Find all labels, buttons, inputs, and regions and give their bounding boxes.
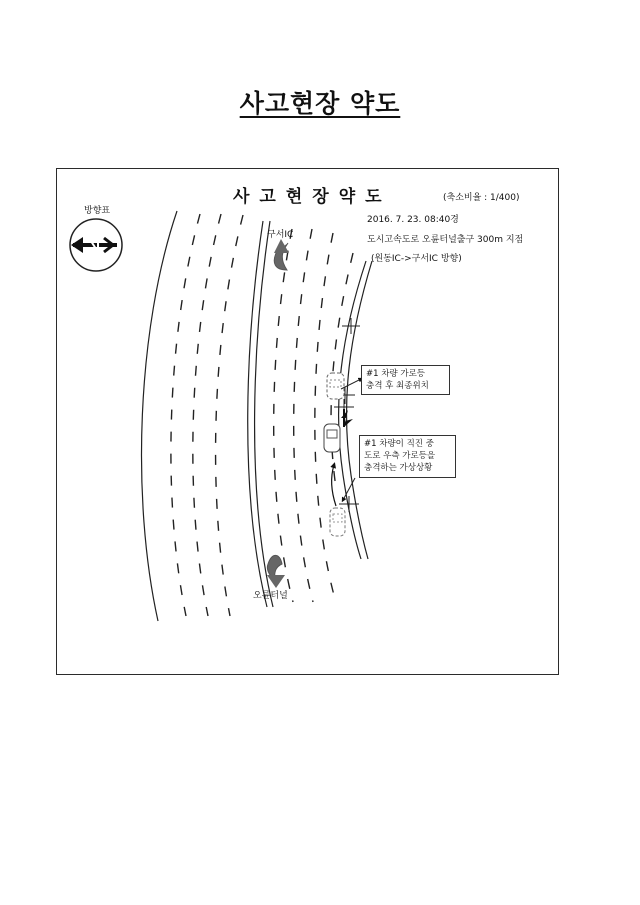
sketch-title: 사고현장약도 <box>233 187 392 207</box>
vehicle-hypothetical-position-icon <box>330 508 345 536</box>
vehicle-final-position-icon <box>327 373 344 399</box>
place-label-top: 구서IC <box>267 230 294 240</box>
callout-line: 도로 우측 가로등을 <box>364 451 436 461</box>
accident-location: 도시고속도로 오륜터널출구 300m 지점 <box>367 235 524 245</box>
scale-ratio: (축소비율 : 1/400) <box>443 193 520 203</box>
accident-sketch-frame <box>56 168 559 675</box>
lane-dash-lines <box>171 214 353 616</box>
callout-line: #1 차량이 직진 중 <box>364 439 434 449</box>
direction-arrow-bottom <box>267 555 285 588</box>
road-edge-lines <box>141 211 372 621</box>
compass-label: 방향표 <box>84 206 111 216</box>
callout-line: 충격 후 최종위치 <box>366 381 429 391</box>
compass-icon <box>70 219 122 271</box>
vehicle-icon <box>324 424 340 452</box>
callout-line: 충격하는 가상상황 <box>364 463 433 473</box>
travel-direction: (원동IC->구서IC 방향) <box>371 254 462 264</box>
accident-date: 2016. 7. 23. 08:40경 <box>367 215 459 225</box>
place-label-bottom: 오륜터널 <box>253 591 288 601</box>
callout-line: #1 차량 가로등 <box>366 369 425 379</box>
document-title: 사고현장 약도 <box>239 89 401 118</box>
callout-final-position <box>361 365 450 395</box>
callout-hypothetical-situation <box>359 435 456 478</box>
